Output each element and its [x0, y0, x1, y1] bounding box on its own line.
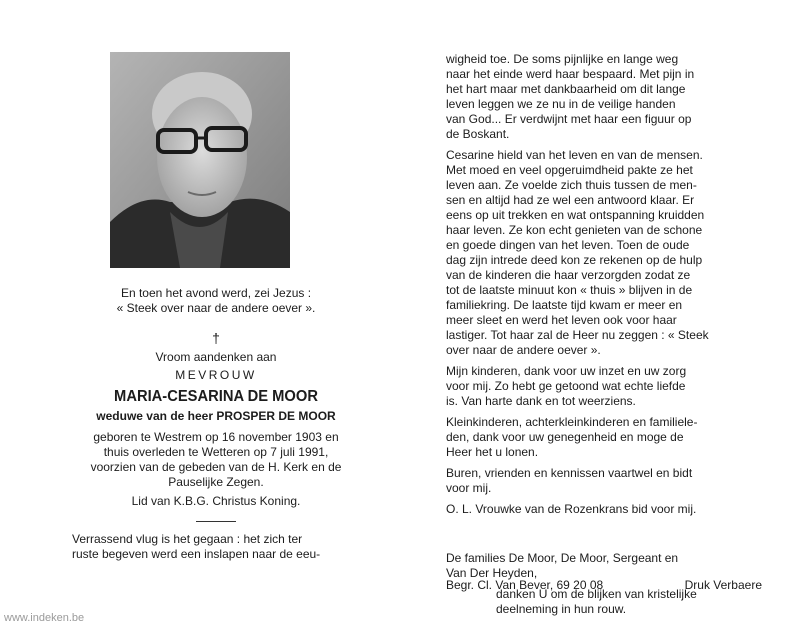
text-line: leven aan. Ze voelde zich thuis tussen de men- — [446, 178, 697, 192]
right-column — [446, 52, 762, 617]
thanks-line: deelneming in hun rouw. — [496, 602, 627, 616]
thanks-line: danken U om de blijken van kristelijke — [496, 587, 697, 601]
text-line: Met moed en veel opgeruimdheid pakte ze het — [446, 163, 693, 177]
left-column — [72, 286, 360, 562]
portrait-image — [110, 52, 290, 268]
paragraph-4 — [446, 415, 762, 460]
paragraph-3 — [446, 364, 762, 409]
watermark: www.indeken.be — [4, 612, 85, 624]
quote-line: « Steek over naar de andere oever ». — [116, 301, 316, 315]
undertaker-credit: Begr. Cl. Van Bever, 69 20 08 — [446, 578, 604, 592]
text-line: Mijn kinderen, dank voor uw inzet en uw zorg — [446, 364, 687, 378]
widow-line: weduwe van de heer PROSPER DE MOOR — [96, 409, 336, 423]
text-line: het hart maar met dankbaarheid om dit lange — [446, 82, 686, 96]
text-line: den, dank voor uw genegenheid en moge de — [446, 430, 684, 444]
families-line: Van Der Heyden, — [446, 566, 538, 580]
text-line: de Boskant. — [446, 127, 510, 141]
honorific: MEVROUW — [175, 368, 257, 382]
divider — [196, 521, 236, 522]
text-line: O. L. Vrouwke van de Rozenkrans bid voor mij. — [446, 502, 697, 516]
text-line: Verrassend vlug is het gegaan : het zich ter — [72, 532, 303, 546]
families-line: De families De Moor, De Moor, Sergeant en — [446, 551, 679, 565]
text-line: en goede dingen van het leven. Toen de oude — [446, 238, 690, 252]
text-line: sen en altijd had ze wel een antwoord klaar. Er — [446, 193, 695, 207]
text-line: voor mij. — [446, 481, 492, 495]
paragraph-5 — [446, 466, 762, 496]
text-line: naar het einde werd haar bespaard. Met pijn in — [446, 67, 695, 81]
scripture-quote — [72, 286, 360, 316]
text-line: van God... Er verdwijnt met haar een figuur op — [446, 112, 692, 126]
text-line: Buren, vrienden en kennissen vaartwel en bidt — [446, 466, 693, 480]
text-line: eens op uit trekken en wat ontspanning kruidden — [446, 208, 705, 222]
bio-line: Pauselijke Zegen. — [168, 475, 264, 489]
text-line: Kleinkinderen, achterkleinkinderen en familiele- — [446, 415, 698, 429]
text-line: over naar de andere oever ». — [446, 343, 601, 357]
cross-icon: † — [212, 330, 220, 346]
bio-line: geboren te Westrem op 16 november 1903 en — [93, 430, 339, 444]
text-line: haar leven. Ze kon echt genieten van de schone — [446, 223, 703, 237]
text-line: wigheid toe. De soms pijnlijke en lange weg — [446, 52, 679, 66]
families-block — [446, 551, 762, 581]
deceased-name: MARIA-CESARINA DE MOOR — [114, 388, 318, 405]
text-line: lastiger. Tot haar zal de Heer nu zeggen : « Steek — [446, 328, 709, 342]
text-line: tot de laatste minuut kon « thuis » blijven in de — [446, 283, 693, 297]
text-line: is. Van harte dank en tot weerziens. — [446, 394, 636, 408]
printer-credit: Druk Verbaere — [684, 578, 762, 592]
quote-line: En toen het avond werd, zei Jezus : — [120, 286, 312, 300]
paragraph-6 — [446, 502, 762, 517]
biography — [72, 430, 360, 490]
remembrance-line: Vroom aandenken aan — [155, 350, 277, 364]
membership-line: Lid van K.B.G. Christus Koning. — [131, 494, 301, 508]
text-line: ruste begeven werd een inslapen naar de eeu- — [72, 547, 321, 561]
printer-footer — [446, 578, 762, 592]
paragraph-2 — [446, 148, 762, 358]
text-line: Heer het u lonen. — [446, 445, 539, 459]
text-line: familiekring. De laatste tijd kwam er meer en — [446, 298, 683, 312]
text-line: dag zijn intrede deed kon ze rekenen op de hulp — [446, 253, 703, 267]
paragraph-1 — [446, 52, 762, 142]
text-line: meer sleet en werd het leven ook voor haar — [446, 313, 677, 327]
left-text — [72, 532, 360, 562]
text-line: van de kinderen die haar verzorgden zodat ze — [446, 268, 691, 282]
text-line: Cesarine hield van het leven en van de mensen. — [446, 148, 703, 162]
portrait-photo — [110, 52, 290, 268]
bio-line: thuis overleden te Wetteren op 7 juli 1991, — [103, 445, 329, 459]
text-line: voor mij. Zo hebt ge getoond wat echte liefde — [446, 379, 686, 393]
text-line: leven leggen we ze nu in de veilige handen — [446, 97, 676, 111]
bio-line: voorzien van de gebeden van de H. Kerk en de — [90, 460, 342, 474]
